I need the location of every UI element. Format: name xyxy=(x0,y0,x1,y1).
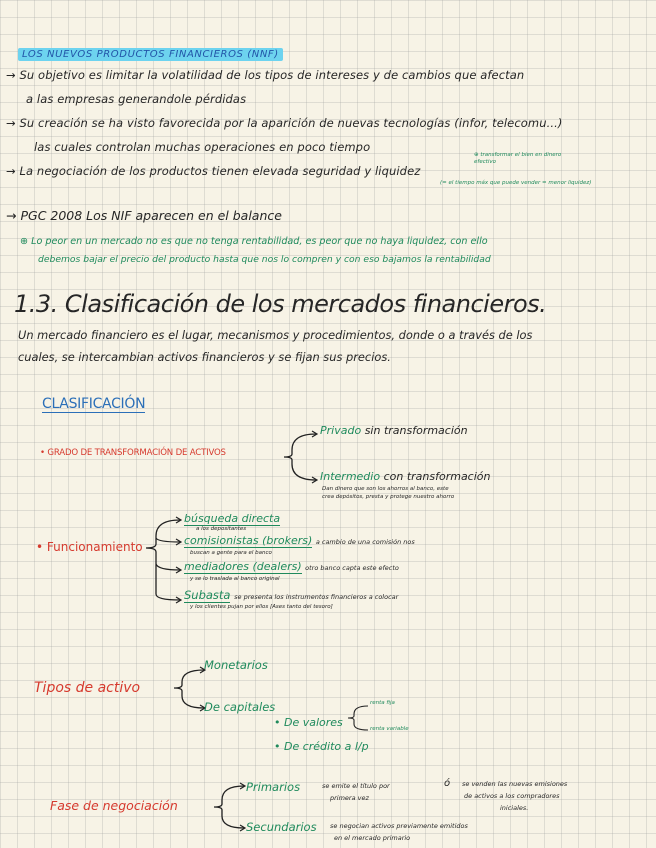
fase-primarios: Primarios xyxy=(246,780,301,794)
funcionamiento-item-3: mediadores (dealers) otro banco capta este efecto xyxy=(184,560,399,573)
bullet-2-line2: las cuales controlan muchas operaciones en poco tiempo xyxy=(34,140,371,154)
green-note-line2: debemos bajar el precio del producto hasta que nos lo compren y con eso bajamos la rentabilidad xyxy=(38,254,491,265)
arrow-icon: → xyxy=(6,116,16,130)
plus-circle-icon: ⊕ xyxy=(20,236,29,247)
section-heading: 1.3. Clasificación de los mercados financieros. xyxy=(14,290,547,318)
intermedio-note-2: crea depósitos, presta y protege nuestro ahorro xyxy=(322,494,455,500)
primarios-note-2: primera vez xyxy=(330,794,369,802)
primarios-or-marker: ó xyxy=(444,778,451,789)
bullet-1-line1: → Su objetivo es limitar la volatilidad de los tipos de intereses y de cambios que afectan xyxy=(6,68,525,82)
funcionamiento-label: • Funcionamiento xyxy=(36,540,143,554)
valores-renta-fija: renta fija xyxy=(370,700,395,706)
intermedio-note-1: Dan dinero que son los ahorros al banco, este xyxy=(322,486,449,492)
secundarios-note-2: en el mercado primario xyxy=(334,834,411,842)
tipos-credito: • De crédito a l/p xyxy=(274,740,369,753)
secundarios-note-1: se negocian activos previamente emitidos xyxy=(330,822,468,830)
funcionamiento-item-4: Subasta se presenta los instrumentos financieros a colocar xyxy=(184,588,399,602)
definition-line2: cuales, se intercambian activos financieros y se fijan sus precios. xyxy=(18,350,391,364)
valores-brace-icon xyxy=(346,702,372,734)
primarios-note-3: se venden las nuevas emisiones xyxy=(462,780,568,788)
grado-intermedio: Intermedio con transformación xyxy=(320,470,491,483)
valores-renta-variable: renta variable xyxy=(370,726,409,732)
funcionamiento-item-2: comisionistas (brokers) a cambio de una comisión nos xyxy=(184,534,415,547)
bullet-1-line2: a las empresas generandole pérdidas xyxy=(26,92,247,106)
bullet-2-line1: → Su creación se ha visto favorecida por la aparición de nuevas tecnologías (infor, telecomu...) xyxy=(6,116,563,130)
funcionamiento-item-2-note: buscan a gente para el banco xyxy=(190,550,272,556)
bullet-4-line1: → PGC 2008 Los NIF aparecen en el balance xyxy=(6,208,282,223)
grado-privado: Privado sin transformación xyxy=(320,424,468,437)
tipos-label: Tipos de activo xyxy=(34,680,141,696)
definition-line1: Un mercado financiero es el lugar, mecanismos y procedimientos, donde o a través de los xyxy=(18,328,533,342)
clasificacion-title: CLASIFICACIÓN xyxy=(42,396,146,412)
grado-brace-icon xyxy=(282,430,322,486)
page-title xyxy=(18,42,283,61)
tipos-monetarios: Monetarios xyxy=(204,658,268,672)
funcionamiento-item-1-note: a los depositantes xyxy=(196,526,247,532)
grado-label: • GRADO DE TRANSFORMACIÓN DE ACTIVOS xyxy=(40,448,226,458)
arrow-icon: → xyxy=(6,208,17,223)
liquidez-note-2: (= el tiempo máx que puede vender = menor liquidez) xyxy=(440,180,592,186)
primarios-note-5: iniciales. xyxy=(500,804,529,812)
primarios-note-1: se emite el título por xyxy=(322,782,390,790)
green-note-line1: ⊕ Lo peor en un mercado no es que no tenga rentabilidad, es peor que no haya liquidez, con ello xyxy=(20,236,488,247)
funcionamiento-item-3-note: y se lo traslada al banco original xyxy=(190,576,280,582)
liquidez-note: ⊕ transformar el bien en dinero efectivo xyxy=(474,152,562,165)
tipos-brace-icon xyxy=(170,664,208,712)
tipos-valores: • De valores xyxy=(274,716,343,729)
funcionamiento-item-4-note: y los clientes pujan por ellos [Ases tanto del tesoro] xyxy=(190,604,333,610)
bullet-3-line1: → La negociación de los productos tienen elevada seguridad y liquidez xyxy=(6,164,421,178)
tipos-capitales: De capitales xyxy=(204,700,276,714)
primarios-note-4: de activos a los compradores xyxy=(464,792,560,800)
funcionamiento-brace-icon xyxy=(142,514,184,604)
fase-brace-icon xyxy=(210,780,248,834)
arrow-icon: → xyxy=(6,68,16,82)
fase-secundarios: Secundarios xyxy=(246,820,317,834)
funcionamiento-item-1: búsqueda directa xyxy=(184,512,281,525)
title-highlight: LOS NUEVOS PRODUCTOS FINANCIEROS (NNF) xyxy=(18,48,283,61)
arrow-icon: → xyxy=(6,164,16,178)
fase-label: Fase de negociación xyxy=(50,798,178,813)
